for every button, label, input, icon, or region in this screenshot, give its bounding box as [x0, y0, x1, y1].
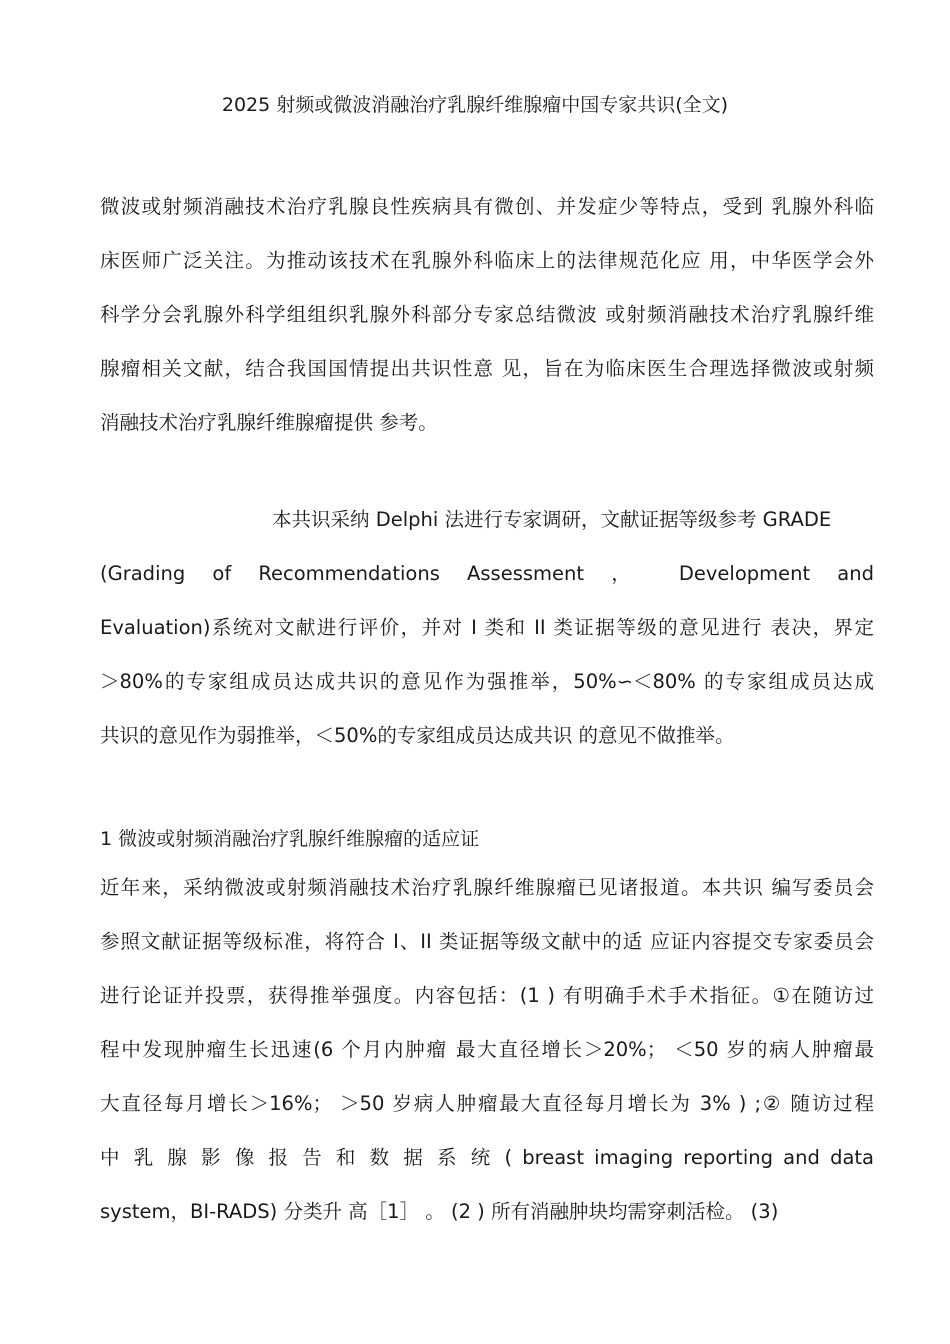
paragraph-line: 中 乳 腺 影 像 报 告 和 数 据 系 统 ( breast imaging reporting and data — [100, 1146, 874, 1169]
section-heading: 1 微波或射频消融治疗乳腺纤维腺瘤的适应证 — [100, 828, 480, 850]
paragraph-line: 程中发现肿瘤生长迅速(6 个月内肿瘤 最大直径增长＞20%； ＜50 岁的病人肿瘤最 — [100, 1038, 874, 1061]
intro-paragraph — [100, 180, 874, 450]
paragraph-line: (Grading of Recommendations Assessment ， Development and — [100, 562, 874, 585]
paragraph-line: 参照文献证据等级标准，将符合 I、II 类证据等级文献中的适 应证内容提交专家委员会 — [100, 930, 874, 953]
paragraph-line: 本共识采纳 Delphi 法进行专家调研，文献证据等级参考 GRADE — [272, 508, 832, 531]
paragraph-line: 共识的意见作为弱推举，＜50%的专家组成员达成共识 的意见不做推举。 — [100, 724, 735, 747]
indications-paragraph — [100, 861, 874, 1239]
paragraph-line: ＞80%的专家组成员达成共识的意见作为强推举，50%∽＜80% 的专家组成员达成 — [100, 670, 874, 693]
paragraph-line: 腺瘤相关文献，结合我国国情提出共识性意 见，旨在为临床医生合理选择微波或射频 — [100, 357, 874, 380]
paragraph-line: 科学分会乳腺外科学组组织乳腺外科部分专家总结微波 或射频消融技术治疗乳腺纤维 — [100, 303, 874, 326]
paragraph-line: 近年来，采纳微波或射频消融技术治疗乳腺纤维腺瘤已见诸报道。本共识 编写委员会 — [100, 876, 874, 899]
paragraph-line: 进行论证并投票，获得推举强度。内容包括：(1 ) 有明确手术手术指征。①在随访过 — [100, 984, 874, 1007]
paragraph-line: 床医师广泛关注。为推动该技术在乳腺外科临床上的法律规范化应 用，中华医学会外 — [100, 249, 874, 272]
paragraph-line: Evaluation)系统对文献进行评价，并对 I 类和 II 类证据等级的意见进行 表决，界定 — [100, 616, 874, 639]
paragraph-line: 微波或射频消融技术治疗乳腺良性疾病具有微创、并发症少等特点，受到 乳腺外科临 — [100, 195, 874, 218]
methods-paragraph — [100, 493, 874, 763]
document-title: 2025 射频或微波消融治疗乳腺纤维腺瘤中国专家共识(全文) — [221, 94, 729, 116]
paragraph-line: 消融技术治疗乳腺纤维腺瘤提供 参考。 — [100, 411, 438, 434]
paragraph-line: 大直径每月增长＞16%； ＞50 岁病人肿瘤最大直径每月增长为 3% ) ;② 随访过程 — [100, 1092, 874, 1115]
paragraph-line: system，BI-RADS) 分类升 高［1］ 。 (2 ) 所有消融肿块均需穿刺活检。 (3) — [100, 1200, 779, 1223]
